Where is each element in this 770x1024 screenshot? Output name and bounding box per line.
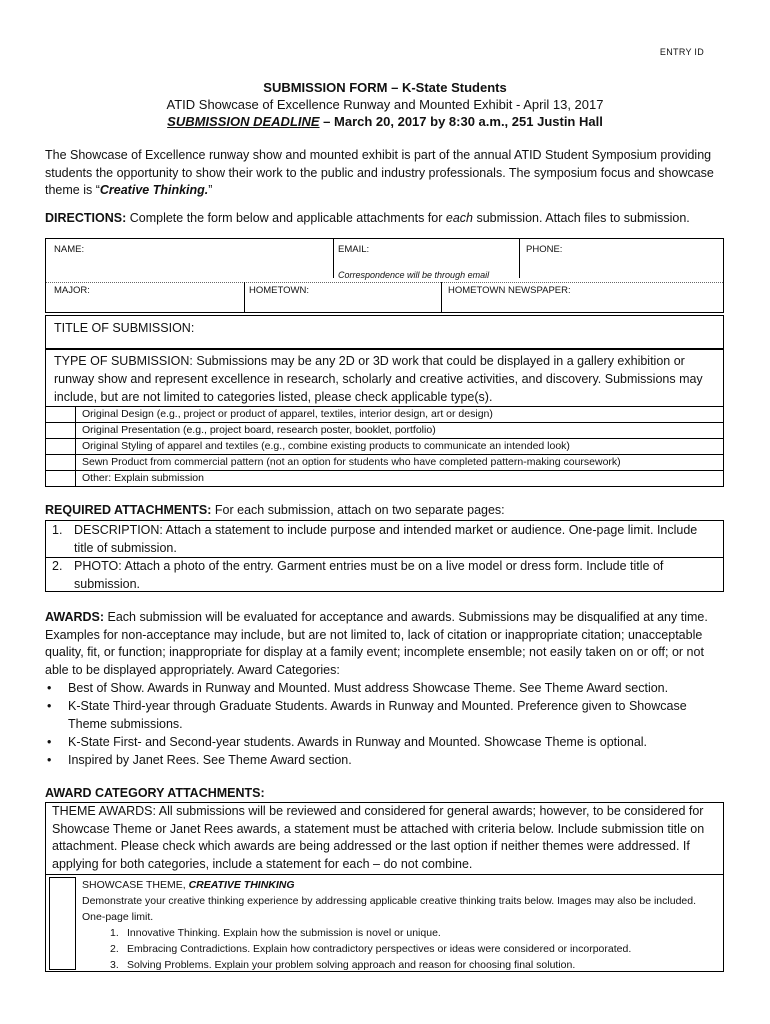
item-text: Solving Problems. Explain your problem solving approach and reason for choosing final solution. [127,959,576,971]
item-number: 2. [110,943,119,955]
type-option-row [46,422,723,438]
list-item [52,558,717,593]
type-option-label: Original Styling of apparel and textiles (e.g., combine existing products to communicate an intended look) [82,440,570,452]
type-of-submission-text: TYPE OF SUBMISSION: Submissions may be any 2D or 3D work that could be displayed in a gallery exhibition or runway show and represent excellence in research, scholarly and creative activities, and discovery. Submissions may include, but are not limited to categories listed, please check applicable type(s). [54,354,703,404]
form-subtitle: ATID Showcase of Excellence Runway and Mounted Exhibit - April 13, 2017 [166,97,604,112]
creative-traits-list [82,925,717,973]
intro-theme: Creative Thinking. [99,183,209,197]
major-field[interactable]: MAJOR: [54,285,90,296]
divider [333,239,334,278]
theme-name: CREATIVE THINKING [188,879,295,891]
intro-paragraph [45,147,730,200]
contact-table [45,238,724,313]
checkbox[interactable] [46,407,76,422]
intro-end: ” [208,183,213,197]
checkbox[interactable] [49,877,76,970]
divider [441,282,442,312]
email-field[interactable]: EMAIL: [338,244,370,255]
checkbox[interactable] [46,471,76,486]
item-number: 2. [52,559,63,573]
title-of-submission-label: TITLE OF SUBMISSION: [54,321,195,335]
award-category-heading: AWARD CATEGORY ATTACHMENTS: [45,786,265,800]
theme-desc: Demonstrate your creative thinking experience by addressing applicable creative thinking traits below. Images may also be included. One-page limit. [82,895,696,923]
directions-text-1: Complete the form below and applicable attachments for [126,211,446,225]
directions [45,211,690,225]
item-text: Embracing Contradictions. Explain how contradictory perspectives or ideas were considered or incorporated. [127,943,632,955]
required-text: For each submission, attach on two separate pages: [211,503,505,517]
awards-label: AWARDS: [45,610,105,624]
checkbox[interactable] [46,439,76,454]
required-attachments-heading [45,503,505,517]
bullet-icon: • [47,699,52,713]
list-item [82,925,717,941]
item-number: 3. [110,959,119,971]
item-text: PHOTO: Attach a photo of the entry. Garment entries must be on a live model or dress form. Include title of submission. [74,559,664,591]
row-divider [46,282,723,283]
bullet-icon: • [47,681,52,695]
awards-text: Each submission will be evaluated for acceptance and awards. Submissions may be disqualified at any time. Examples for non-acceptance may include, but are not limited to, lack of citation or inappropriate citation; unacceptable quality, fit, or function; inappropriate for display at a family event; incomplete ensemble; not easily taken on or off; or not able to be displayed appropriately. Award Categories: [45,610,708,677]
bullet-icon: • [47,753,52,767]
bullet-text: K-State Third-year through Graduate Students. Awards in Runway and Mounted. Preference given to Showcase Theme submissions. [68,699,687,731]
type-option-label: Original Presentation (e.g., project board, research poster, booklet, portfolio) [82,424,436,436]
list-item [82,957,717,973]
directions-label: DIRECTIONS: [45,211,127,225]
directions-text-2: submission. Attach files to submission. [472,211,690,225]
showcase-theme-row [46,874,723,972]
type-option-label: Original Design (e.g., project or product of apparel, textiles, interior design, art or design) [82,408,493,420]
type-of-submission-section [45,349,724,487]
phone-field[interactable]: PHONE: [526,244,563,255]
name-field[interactable]: NAME: [54,244,85,255]
item-text: Innovative Thinking. Explain how the submission is novel or unique. [127,927,441,939]
hometown-field[interactable]: HOMETOWN: [249,285,309,296]
bullet-text: K-State First- and Second-year students. Awards in Runway and Mounted. Showcase Theme is optional. [68,735,648,749]
divider [519,239,520,278]
required-attachments-list [45,520,724,592]
checkbox[interactable] [46,455,76,470]
type-option-label: Sewn Product from commercial pattern (not an option for students who have completed pattern-making coursework) [82,456,621,468]
required-label: REQUIRED ATTACHMENTS: [45,503,212,517]
title-of-submission-field[interactable] [45,315,724,349]
hometown-newspaper-field[interactable]: HOMETOWN NEWSPAPER: [448,285,571,296]
type-option-row [46,470,723,486]
item-number: 1. [52,523,63,537]
theme-label: SHOWCASE THEME, [82,879,189,891]
type-option-label: Other: Explain submission [82,472,204,484]
entry-id-label: ENTRY ID [659,47,704,57]
bullet-text: Inspired by Janet Rees. See Theme Award section. [68,753,352,767]
bullet-text: Best of Show. Awards in Runway and Mounted. Must address Showcase Theme. See Theme Award section. [68,681,669,695]
deadline-details: – March 20, 2017 by 8:30 a.m., 251 Justin Hall [319,114,603,129]
awards-paragraph [45,609,730,679]
bullet-icon: • [47,735,52,749]
type-option-row [46,406,723,422]
intro-text: The Showcase of Excellence runway show and mounted exhibit is part of the annual ATID Student Symposium providing students the opportunity to show their work to the public and industry professionals. The symposium focus and showcase theme is “ [45,148,714,197]
theme-awards-text: THEME AWARDS: All submissions will be reviewed and considered for general awards; however, to be considered for Showcase Theme or Janet Rees awards, a statement must be attached with criteria below. Include submission title on attachment. Please check which awards are being addressed or the last option if neither themes were addressed. If applying for both categories, include a statement for each – do not combine. [52,804,705,871]
type-option-row [46,454,723,470]
form-title: SUBMISSION FORM – K-State Students [263,80,507,95]
checkbox[interactable] [46,423,76,438]
list-item [52,522,717,557]
showcase-theme-description [82,877,717,925]
list-item [82,941,717,957]
item-text: DESCRIPTION: Attach a statement to include purpose and intended market or audience. One-page limit. Include title of submission. [74,523,698,555]
item-number: 1. [110,927,119,939]
award-category-section [45,802,724,972]
submission-deadline [0,114,770,129]
type-option-row [46,438,723,454]
email-note: Correspondence will be through email [338,270,490,280]
deadline-label: SUBMISSION DEADLINE [167,114,320,129]
directions-each: each [445,211,473,225]
divider [244,282,245,312]
